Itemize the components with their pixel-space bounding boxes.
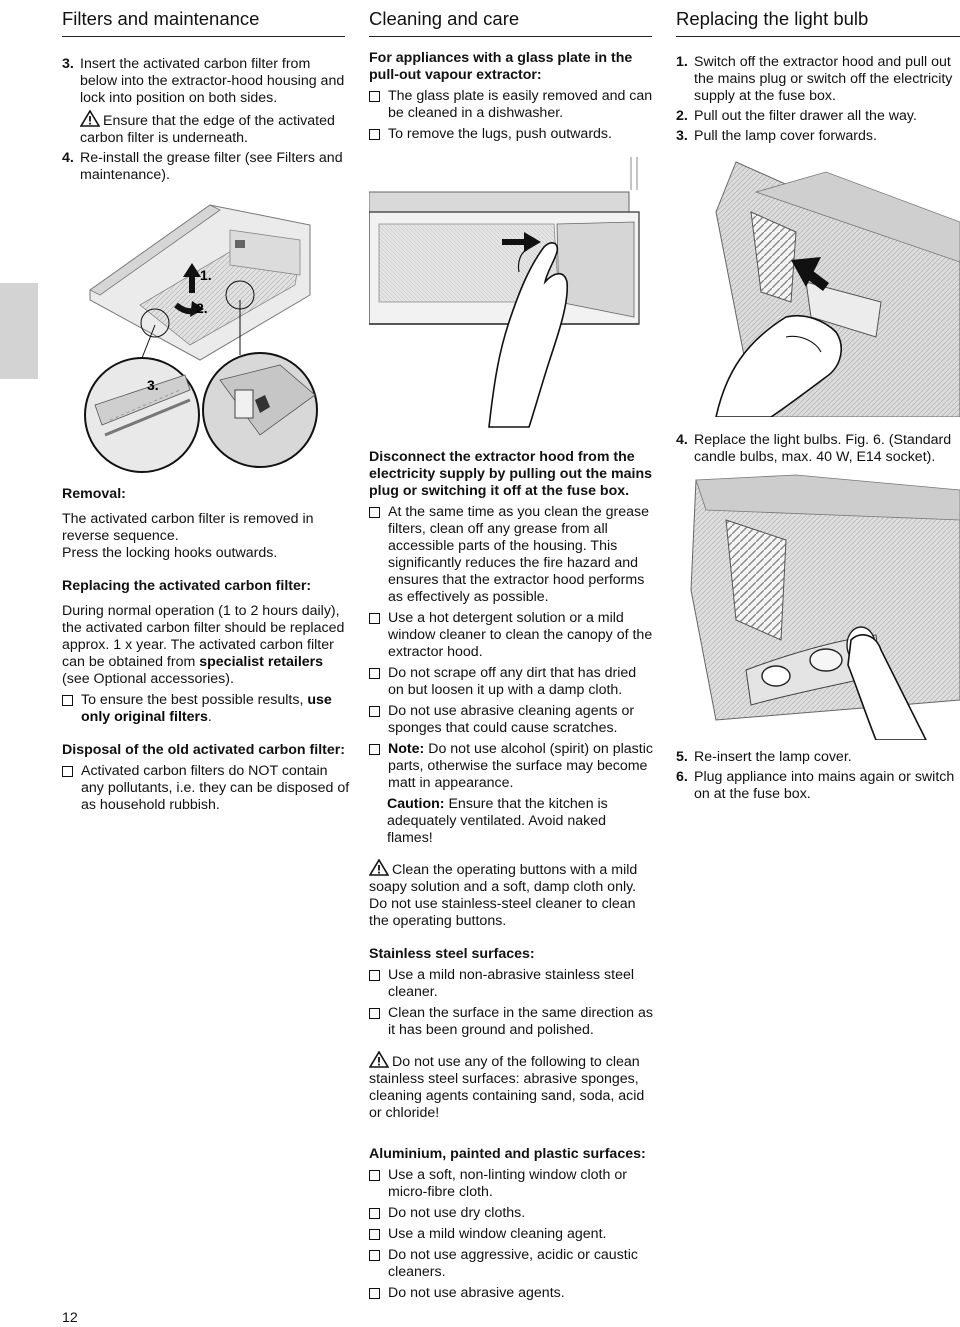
header-cleaning-care: Cleaning and care: [369, 8, 520, 29]
col1-top-text: [62, 56, 347, 187]
original-filters-bullet: To ensure the best possible results, use only original filters.: [62, 692, 352, 726]
warning-carbon-edge: Ensure that the edge of the activated carbon filter is underneath.: [62, 110, 347, 147]
disposal-bullet: Activated carbon filters do NOT contain any pollutants, i.e. they can be disposed of as household rubbish.: [62, 763, 352, 814]
alu-bullet-2: Do not use dry cloths.: [369, 1205, 654, 1222]
col2-top-text: [369, 50, 654, 147]
clean-bullet-3: Do not scrape off any dirt that has dried on but loosen it up with a damp cloth.: [369, 665, 654, 699]
alu-bullet-5: Do not use abrasive agents.: [369, 1285, 654, 1302]
bulb-step-2: 2. Pull out the filter drawer all the way.: [676, 108, 917, 124]
removal-line-2: Press the locking hooks outwards.: [62, 545, 278, 561]
clean-bullet-4: Do not use abrasive cleaning agents or sponges that could cause scratches.: [369, 703, 654, 737]
replacing-heading: Replacing the activated carbon filter:: [62, 578, 312, 594]
bulb-step-1: 1. Switch off the extractor hood and pull out the mains plug or switch off the electricity supply at the fuse box.: [676, 54, 953, 104]
step-4: 4. Re-install the grease filter (see Filters and maintenance).: [62, 150, 343, 183]
caution-paragraph: Caution: Ensure that the kitchen is adequately ventilated. Avoid naked flames!: [387, 796, 608, 846]
clean-bullet-1: At the same time as you clean the grease filters, clean off any grease from all accessible parts of the housing. This significantly reduces the fire hazard and ensures that the extractor hood performs as effectively as possible.: [369, 504, 654, 606]
header-replacing-bulb: Replacing the light bulb: [676, 8, 869, 29]
carbon-filter-illustration: [80, 185, 345, 475]
col2-bottom-text: [369, 449, 654, 1306]
replacing-paragraph: During normal operation (1 to 2 hours daily), the activated carbon filter should be replaced approx. 1 x year. The activated carbon filter can be obtained from specialist retailers (see Optional accessories).: [62, 603, 345, 687]
bulb-step-6: 6. Plug appliance into mains again or switch on at the fuse box.: [676, 769, 955, 802]
fig-label-1: 1.: [200, 267, 212, 283]
header-filters-maintenance: Filters and maintenance: [62, 8, 260, 29]
fig-label-3: 3.: [147, 377, 159, 393]
warning-stainless: Do not use any of the following to clean stainless steel surfaces: abrasive sponges, cleaning agents containing sand, soda, acid or chloride!: [369, 1051, 654, 1122]
removal-heading: Removal:: [62, 486, 126, 502]
bulb-step-4: 4. Replace the light bulbs. Fig. 6. (Standard candle bulbs, max. 40 W, E14 socket).: [676, 432, 952, 465]
stainless-bullet-1: Use a mild non-abrasive stainless steel cleaner.: [369, 967, 654, 1001]
lamp-cover-illustration: [676, 152, 960, 417]
note-bullet: Note: Do not use alcohol (spirit) on plastic parts, otherwise the surface may become matt in appearance.: [369, 741, 654, 792]
clean-bullet-2: Use a hot detergent solution or a mild window cleaner to clean the canopy of the extractor hood.: [369, 610, 654, 661]
header-rule-2: [369, 36, 652, 37]
figure-carbon-filter-install: [80, 185, 345, 475]
stainless-bullet-2: Clean the surface in the same direction as it has been ground and polished.: [369, 1005, 654, 1039]
glass-bullet-2: To remove the lugs, push outwards.: [369, 126, 654, 143]
figure-glass-plate-removal: [369, 152, 644, 432]
section-tab-marker: [0, 283, 38, 379]
col3-step4: [676, 432, 960, 469]
warning-icon: [80, 110, 100, 127]
col3-steps-5-6: [676, 749, 960, 806]
light-bulb-illustration: [676, 470, 960, 740]
col3-top-text: [676, 54, 956, 148]
figure-light-bulb: [676, 470, 960, 740]
header-rule-1: [62, 36, 345, 37]
stainless-heading: Stainless steel surfaces:: [369, 946, 535, 962]
removal-line-1: The activated carbon filter is removed in reverse sequence.: [62, 511, 314, 544]
alu-bullet-3: Use a mild window cleaning agent.: [369, 1226, 654, 1243]
header-rule-3: [676, 36, 960, 37]
bulb-step-5: 5. Re-insert the lamp cover.: [676, 749, 852, 765]
fig-label-2: 2.: [196, 300, 208, 316]
warning-icon: [369, 859, 389, 876]
glass-plate-illustration: [369, 152, 644, 432]
warning-icon: [369, 1051, 389, 1068]
col1-bottom-text: [62, 486, 352, 818]
glass-bullet-1: The glass plate is easily removed and can be cleaned in a dishwasher.: [369, 88, 654, 122]
page-number: 12: [62, 1310, 78, 1326]
step-3: 3. Insert the activated carbon filter from below into the extractor-hood housing and lock into position on both sides.: [62, 56, 345, 106]
aluminium-heading: Aluminium, painted and plastic surfaces:: [369, 1146, 646, 1162]
disconnect-warning: Disconnect the extractor hood from the electricity supply by pulling out the mains plug or switching it off at the fuse box.: [369, 449, 653, 499]
warning-operating-buttons: Clean the operating buttons with a mild soapy solution and a soft, damp cloth only. Do not use stainless-steel cleaner to clean the operating buttons.: [369, 859, 654, 930]
figure-lamp-cover: [676, 152, 960, 417]
glass-plate-intro: For appliances with a glass plate in the pull-out vapour extractor:: [369, 50, 633, 83]
bulb-step-3: 3. Pull the lamp cover forwards.: [676, 128, 877, 144]
alu-bullet-4: Do not use aggressive, acidic or caustic cleaners.: [369, 1247, 654, 1281]
alu-bullet-1: Use a soft, non-linting window cloth or micro-fibre cloth.: [369, 1167, 654, 1201]
disposal-heading: Disposal of the old activated carbon filter:: [62, 742, 346, 758]
